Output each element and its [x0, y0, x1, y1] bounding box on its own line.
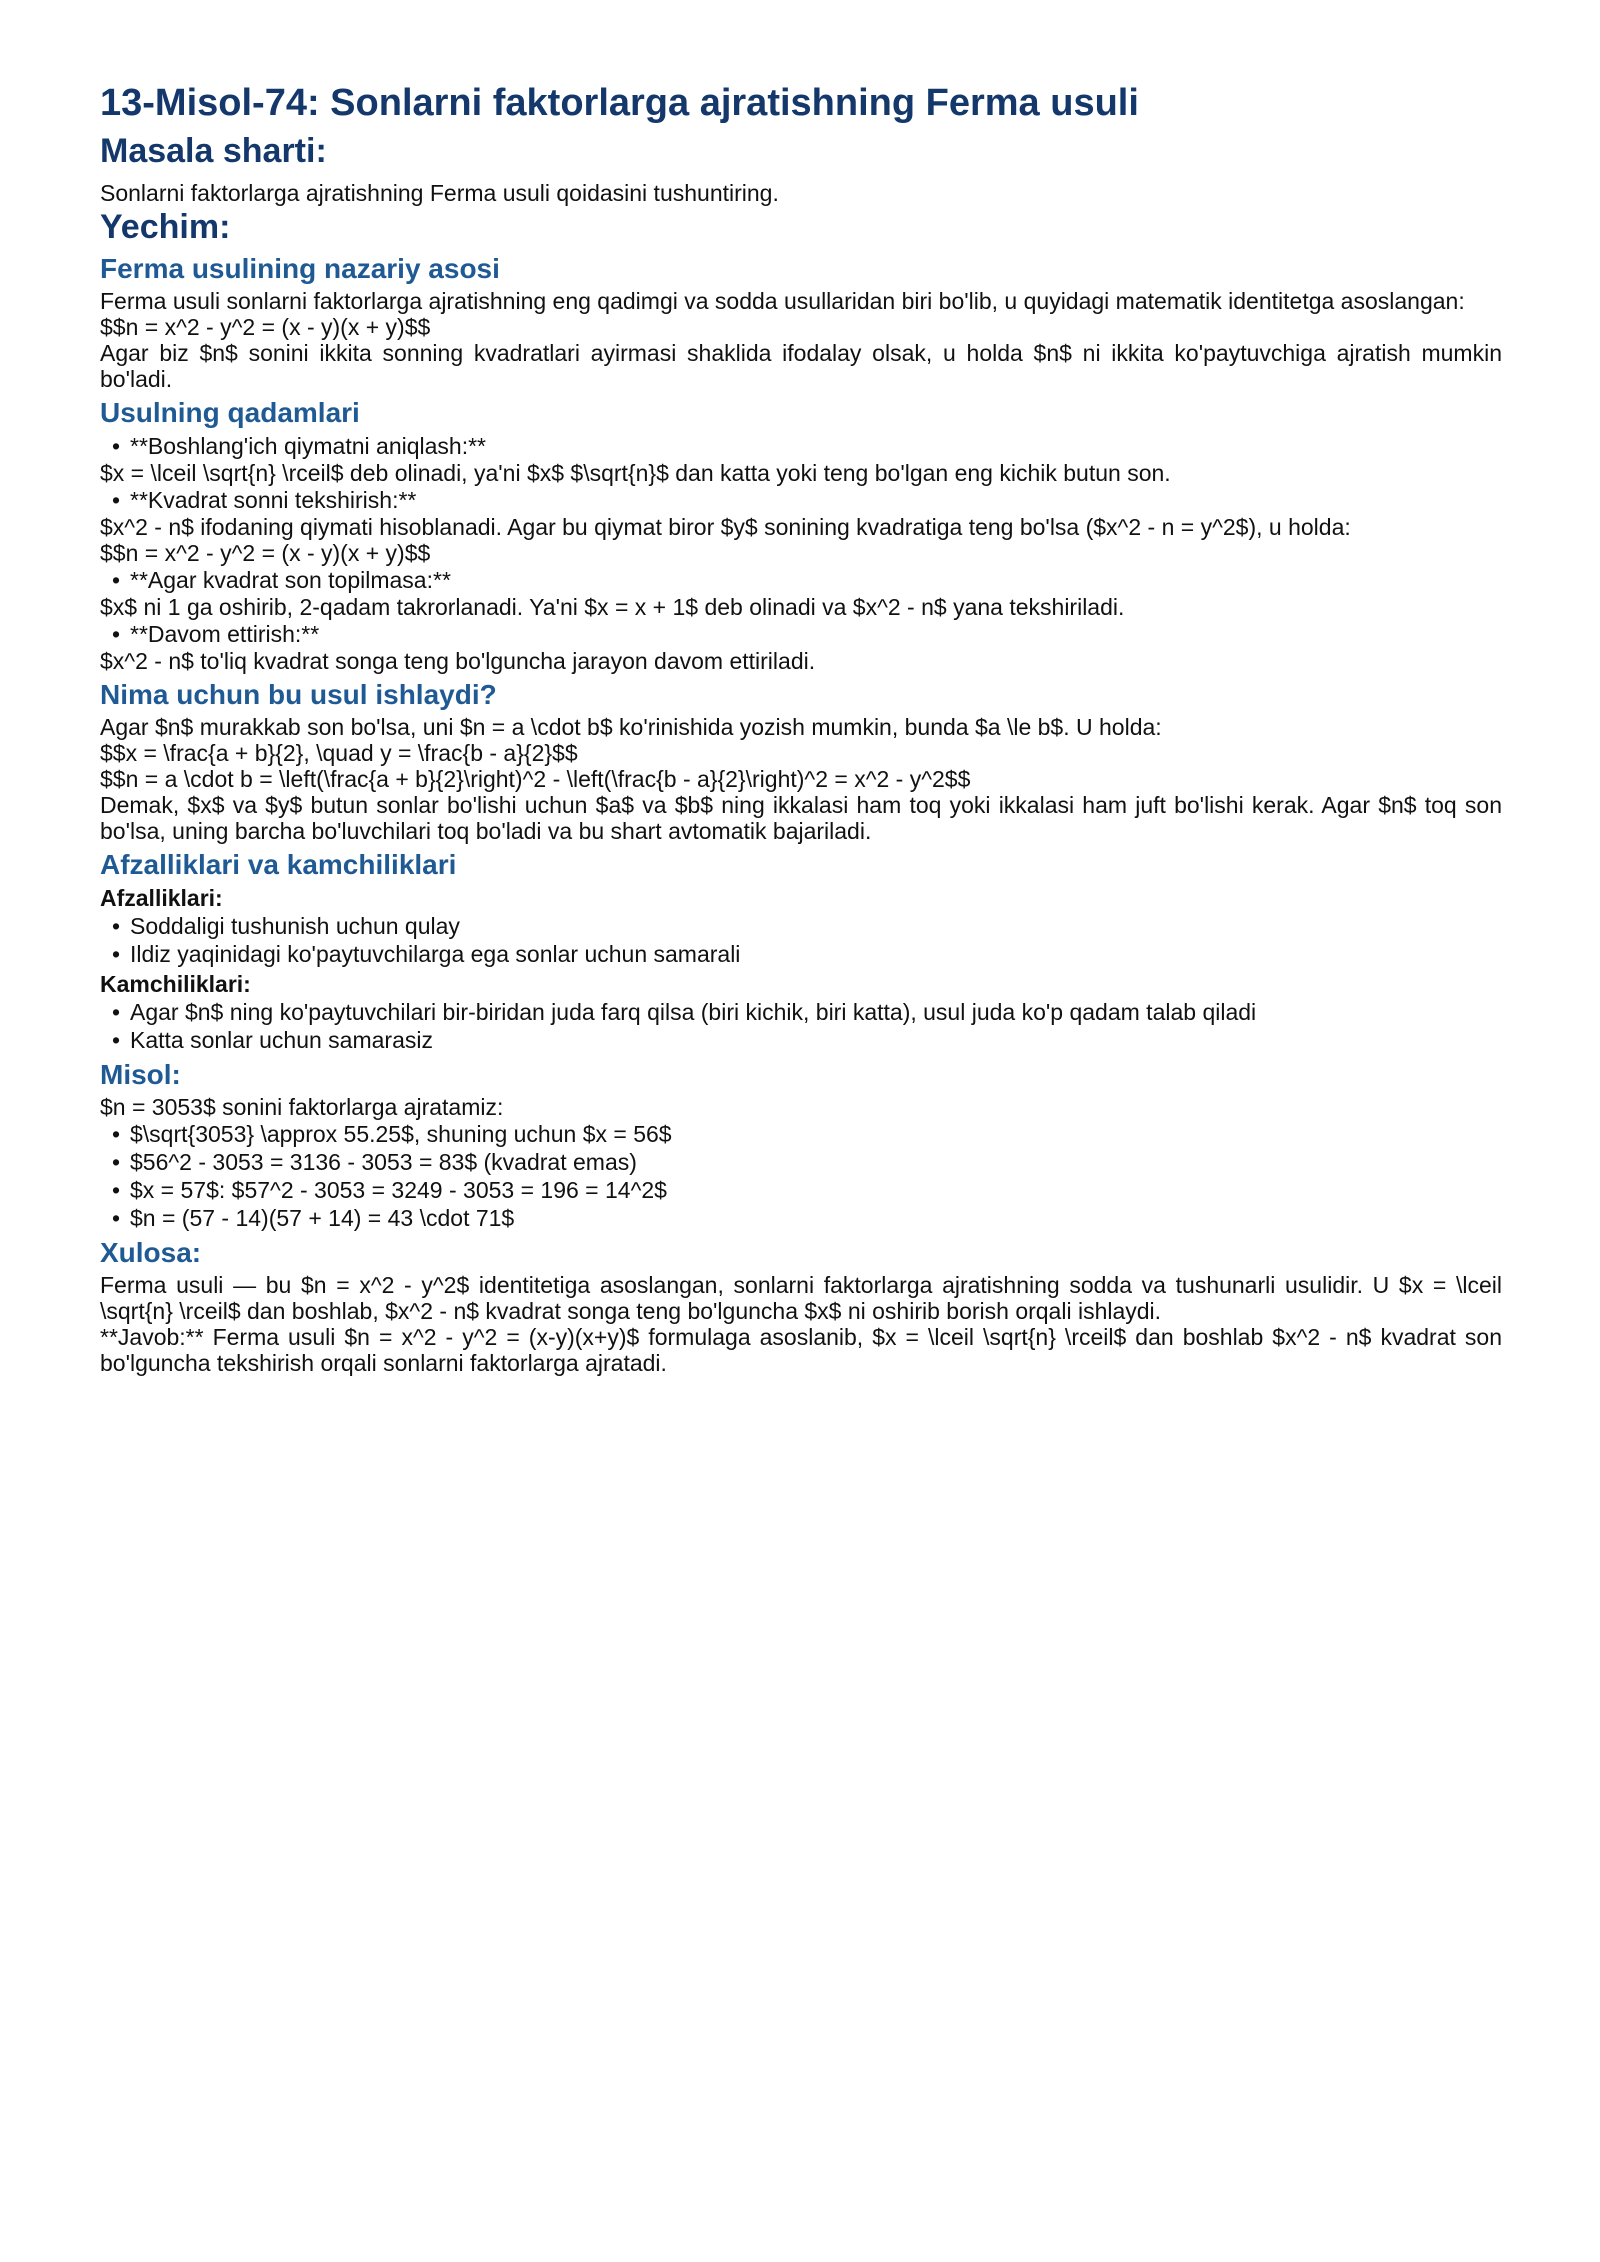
- example-item: • $x = 57$: $57^2 - 3053 = 3249 - 3053 = 196 = 14^2$: [112, 1176, 1502, 1204]
- theory-heading: Ferma usulining nazariy asosi: [100, 253, 500, 284]
- step3-text: $x$ ni 1 ga oshirib, 2-qadam takrorlanadi. Ya'ni $x = x + 1$ deb olinadi va $x^2 - n$ yana tekshiriladi.: [100, 594, 1125, 620]
- why-paragraph-2: Demak, $x$ va $y$ butun sonlar bo'lishi uchun $a$ va $b$ ning ikkalasi ham toq yoki ikkalasi ham juft bo'lishi kerak. Agar $n$ toq son bo'lsa, uning barcha bo'luvchilari toq bo'ladi va bu shart avtomatik bajariladi.: [100, 792, 1502, 844]
- cons-item: • Agar $n$ ning ko'paytuvchilari bir-biridan juda farq qilsa (biri kichik, biri katta), usul juda ko'p qadam talab qiladi: [112, 998, 1502, 1026]
- why-paragraph-1: Agar $n$ murakkab son bo'lsa, uni $n = a \cdot b$ ko'rinishida yozish mumkin, bunda $a \le b$. U holda:: [100, 714, 1162, 740]
- step4-text: $x^2 - n$ to'liq kvadrat songa teng bo'lguncha jarayon davom ettiriladi.: [100, 648, 816, 674]
- document-page: [100, 80, 1502, 1376]
- why-formula-2: $$n = a \cdot b = \left(\frac{a + b}{2}\right)^2 - \left(\frac{b - a}{2}\right)^2 = x^2 - y^2$$: [100, 766, 971, 792]
- example-intro: $n = 3053$ sonini faktorlarga ajratamiz:: [100, 1094, 504, 1120]
- why-formula-1: $$x = \frac{a + b}{2}, \quad y = \frac{b - a}{2}$$: [100, 740, 578, 766]
- example-heading: Misol:: [100, 1059, 181, 1090]
- cons-label: Kamchiliklari:: [100, 971, 251, 997]
- pros-item: • Soddaligi tushunish uchun qulay: [112, 912, 1502, 940]
- why-heading: Nima uchun bu usul ishlaydi?: [100, 679, 497, 710]
- theory-formula: $$n = x^2 - y^2 = (x - y)(x + y)$$: [100, 314, 431, 340]
- document-title: 13-Misol-74: Sonlarni faktorlarga ajratishning Ferma usuli: [100, 82, 1139, 124]
- step2-title: • **Kvadrat sonni tekshirish:**: [112, 486, 1502, 514]
- step2-formula: $$n = x^2 - y^2 = (x - y)(x + y)$$: [100, 540, 431, 566]
- theory-paragraph-1: Ferma usuli sonlarni faktorlarga ajratishning eng qadimgi va sodda usullaridan biri bo'lib, u quyidagi matematik identitetga asoslangan:: [100, 288, 1465, 314]
- step3-title: • **Agar kvadrat son topilmasa:**: [112, 566, 1502, 594]
- cons-item: • Katta sonlar uchun samarasiz: [112, 1026, 1502, 1054]
- theory-paragraph-2: Agar biz $n$ sonini ikkita sonning kvadratlari ayirmasi shaklida ifodalay olsak, u holda $n$ ni ikkita ko'paytuvchiga ajratish mumkin bo'ladi.: [100, 340, 1502, 392]
- conclusion-heading: Xulosa:: [100, 1237, 202, 1268]
- answer-paragraph: **Javob:** Ferma usuli $n = x^2 - y^2 = (x-y)(x+y)$ formulaga asoslanib, $x = \lceil \sqrt{n} \rceil$ dan boshlab $x^2 - n$ kvadrat son bo'lguncha tekshirish orqali sonlarni faktorlarga ajratadi.: [100, 1324, 1502, 1376]
- conclusion-paragraph: Ferma usuli — bu $n = x^2 - y^2$ identitetiga asoslangan, sonlarni faktorlarga ajratishning sodda va tushunarli usulidir. U $x = \lceil \sqrt{n} \rceil$ dan boshlab, $x^2 - n$ kvadrat songa teng bo'lguncha $x$ ni oshirib borish orqali ishlaydi.: [100, 1272, 1502, 1324]
- example-item: • $56^2 - 3053 = 3136 - 3053 = 83$ (kvadrat emas): [112, 1148, 1502, 1176]
- step1-title: • **Boshlang'ich qiymatni aniqlash:**: [112, 432, 1502, 460]
- example-item: • $n = (57 - 14)(57 + 14) = 43 \cdot 71$: [112, 1204, 1502, 1232]
- step2-text: $x^2 - n$ ifodaning qiymati hisoblanadi. Agar bu qiymat biror $y$ sonining kvadratiga teng bo'lsa ($x^2 - n = y^2$), u holda:: [100, 514, 1351, 540]
- problem-text: Sonlarni faktorlarga ajratishning Ferma usuli qoidasini tushuntiring.: [100, 180, 779, 206]
- step4-title: • **Davom ettirish:**: [112, 620, 1502, 648]
- step1-text: $x = \lceil \sqrt{n} \rceil$ deb olinadi, ya'ni $x$ $\sqrt{n}$ dan katta yoki teng bo'lgan eng kichik butun son.: [100, 460, 1171, 486]
- pros-item: • Ildiz yaqinidagi ko'paytuvchilarga ega sonlar uchun samarali: [112, 940, 1502, 968]
- example-item: • $\sqrt{3053} \approx 55.25$, shuning uchun $x = 56$: [112, 1120, 1502, 1148]
- pros-label: Afzalliklari:: [100, 885, 223, 911]
- solution-heading: Yechim:: [100, 208, 231, 246]
- pros-cons-heading: Afzalliklari va kamchiliklari: [100, 849, 457, 880]
- problem-heading: Masala sharti:: [100, 132, 327, 170]
- steps-heading: Usulning qadamlari: [100, 397, 360, 428]
